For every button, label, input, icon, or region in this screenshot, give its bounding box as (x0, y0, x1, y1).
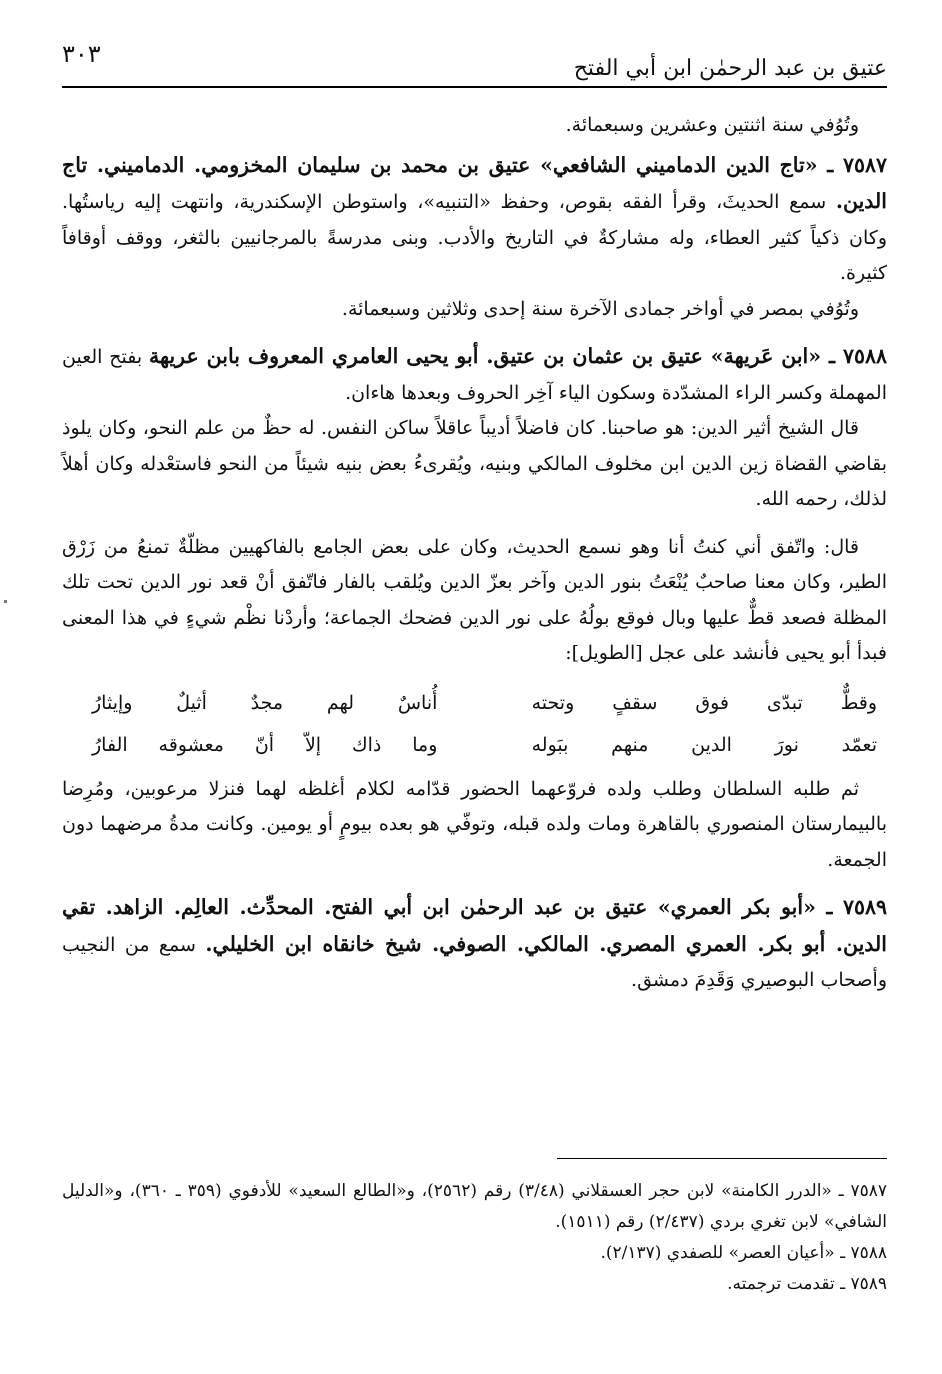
footnote-7587: ٧٥٨٧ ـ «الدرر الكامنة» لابن حجر العسقلاني (٣/٤٨) رقم (٢٥٦٢)، و«الطالع السعيد» للأدفوي (٣٥٩ ـ ٣٦٠)، و«الدليل الشافي» لابن تغري بردي (٢/٤٣٧) رقم (١٥١١). (62, 1181, 887, 1232)
poem-verse-1 (62, 682, 887, 724)
entry-7589 (62, 890, 887, 999)
entry-7588 (62, 339, 887, 411)
footnote-7588: ٧٥٨٨ ـ «أعيان العصر» للصفدي (٢/١٣٧). (600, 1243, 887, 1263)
footnotes (62, 1176, 887, 1300)
poem (62, 682, 887, 766)
entry-7587 (62, 148, 887, 292)
page-number: ٣٠٣ (62, 40, 101, 68)
verse-1-second-hemistich: أُناسٌ لهم مجدٌ أثيلٌ وإيثارُ (92, 691, 438, 714)
entry-7589-text: سمع من النجيب وأصحاب البوصيري وَقَدِمَ دمشق. (62, 933, 887, 991)
entry-7587-text: سمع الحديثَ، وقرأ الفقه بقوص، وحفظ «التنبيه»، واستوطن الإسكندرية، وانتهت إليه رياستُها. وكان ذكياً كثير العطاء، وله مشاركةٌ في التاريخ والأدب. وبنى مدرسةً بالمرجانيين بالثغر، ووقف أوقافاً كثيرة. (62, 191, 887, 284)
entry-7588-paragraph-3: قال: واتّفق أني كنتُ أنا وهو نسمع الحديث، وكان على بعض الجامع بالفاكهيين مظلّةٌ تمنعُ من زَرْق الطير، وكان معنا صاحبٌ يُنْعَتُ بنور الدين وآخر بعزّ الدين ويُلقب بالفار فاتّفق أنْ قعد نور الدين تحت تلك المظلة فصعد قطٌّ عليها وبال فوقع بولُهُ على نور الدين فضحك الجماعة؛ وأردْنا نظْم شيءٍ في هذا المعنى فبدأ أبو يحيى فأنشد على عجل [الطويل]: (62, 535, 887, 664)
entry-7589-heading: ٧٥٨٩ ـ «أبو بكر العمري» عتيق بن عبد الرحمٰن ابن أبي الفتح. المحدِّث. العالِم. الزاهد. تقي الدين. أبو بكر. العمري المصري. المالكي. الصوفي. شيخ خانقاه ابن الخليلي. (62, 895, 887, 956)
verse-2-second-hemistich: وما ذاك إلاّ أنّ معشوقه الفارُ (92, 733, 438, 756)
entry-7587-heading: ٧٥٨٧ ـ «تاج الدين الدماميني الشافعي» عتيق بن محمد بن سليمان المخزومي. الدماميني. تاج الدين. (62, 152, 887, 213)
entry-7587-death: وتُوُفي بمصر في أواخر جمادى الآخرة سنة إحدى وثلاثين وسبعمائة. (341, 297, 859, 320)
entry-7588-paragraph-4: ثم طلبه السلطان وطلب ولده فروّعهما الحضور قدّامه لكلام أغلظه لهما فنزلا مرعوبين، ومُرِضا بالبيمارستان المنصوري بالقاهرة ومات ولده قبله، وتوفّي هو بعده بيومٍ أو يومين. وكانت مدةُ مرضهما دون الجمعة. (62, 777, 887, 871)
death-note-previous: وتُوُفي سنة اثنتين وعشرين وسبعمائة. (565, 114, 859, 136)
scan-speck (4, 600, 7, 603)
main-text (62, 108, 887, 999)
verse-2-first-hemistich: تعمّد نورَ الدين منهم ببَوله (531, 733, 877, 756)
verse-1-first-hemistich: وقطٌّ تبدّى فوق سقفٍ وتحته (531, 691, 877, 714)
poem-verse-2 (62, 724, 887, 766)
header-title: عتيق بن عبد الرحمٰن ابن أبي الفتح (573, 56, 887, 81)
footnote-divider (557, 1158, 887, 1159)
entry-7588-paragraph-2: قال الشيخ أثير الدين: هو صاحبنا. كان فاضلاً أديباً عاقلاً ساكن النفس. له حظٌ من علم النحو، وكان يلوذ بقاضي القضاة زين الدين ابن مخلوف المالكي وبنيه، ويُقرىءُ بعض بنيه شيئاً من النحو فاستعْدله وكان أهلاً لذلك، رحمه الله. (62, 417, 887, 510)
footnote-7589: ٧٥٨٩ ـ تقدمت ترجمته. (727, 1274, 887, 1294)
running-header (62, 38, 887, 88)
entry-7588-text: بفتح العين المهملة وكسر الراء المشدّدة وسكون الياء آخِر الحروف وبعدها هاءان. (62, 346, 887, 404)
entry-7588-heading: ٧٥٨٨ ـ «ابن عَريهة» عتيق بن عثمان بن عتيق. أبو يحيى العامري المعروف بابن عريهة (149, 344, 887, 368)
